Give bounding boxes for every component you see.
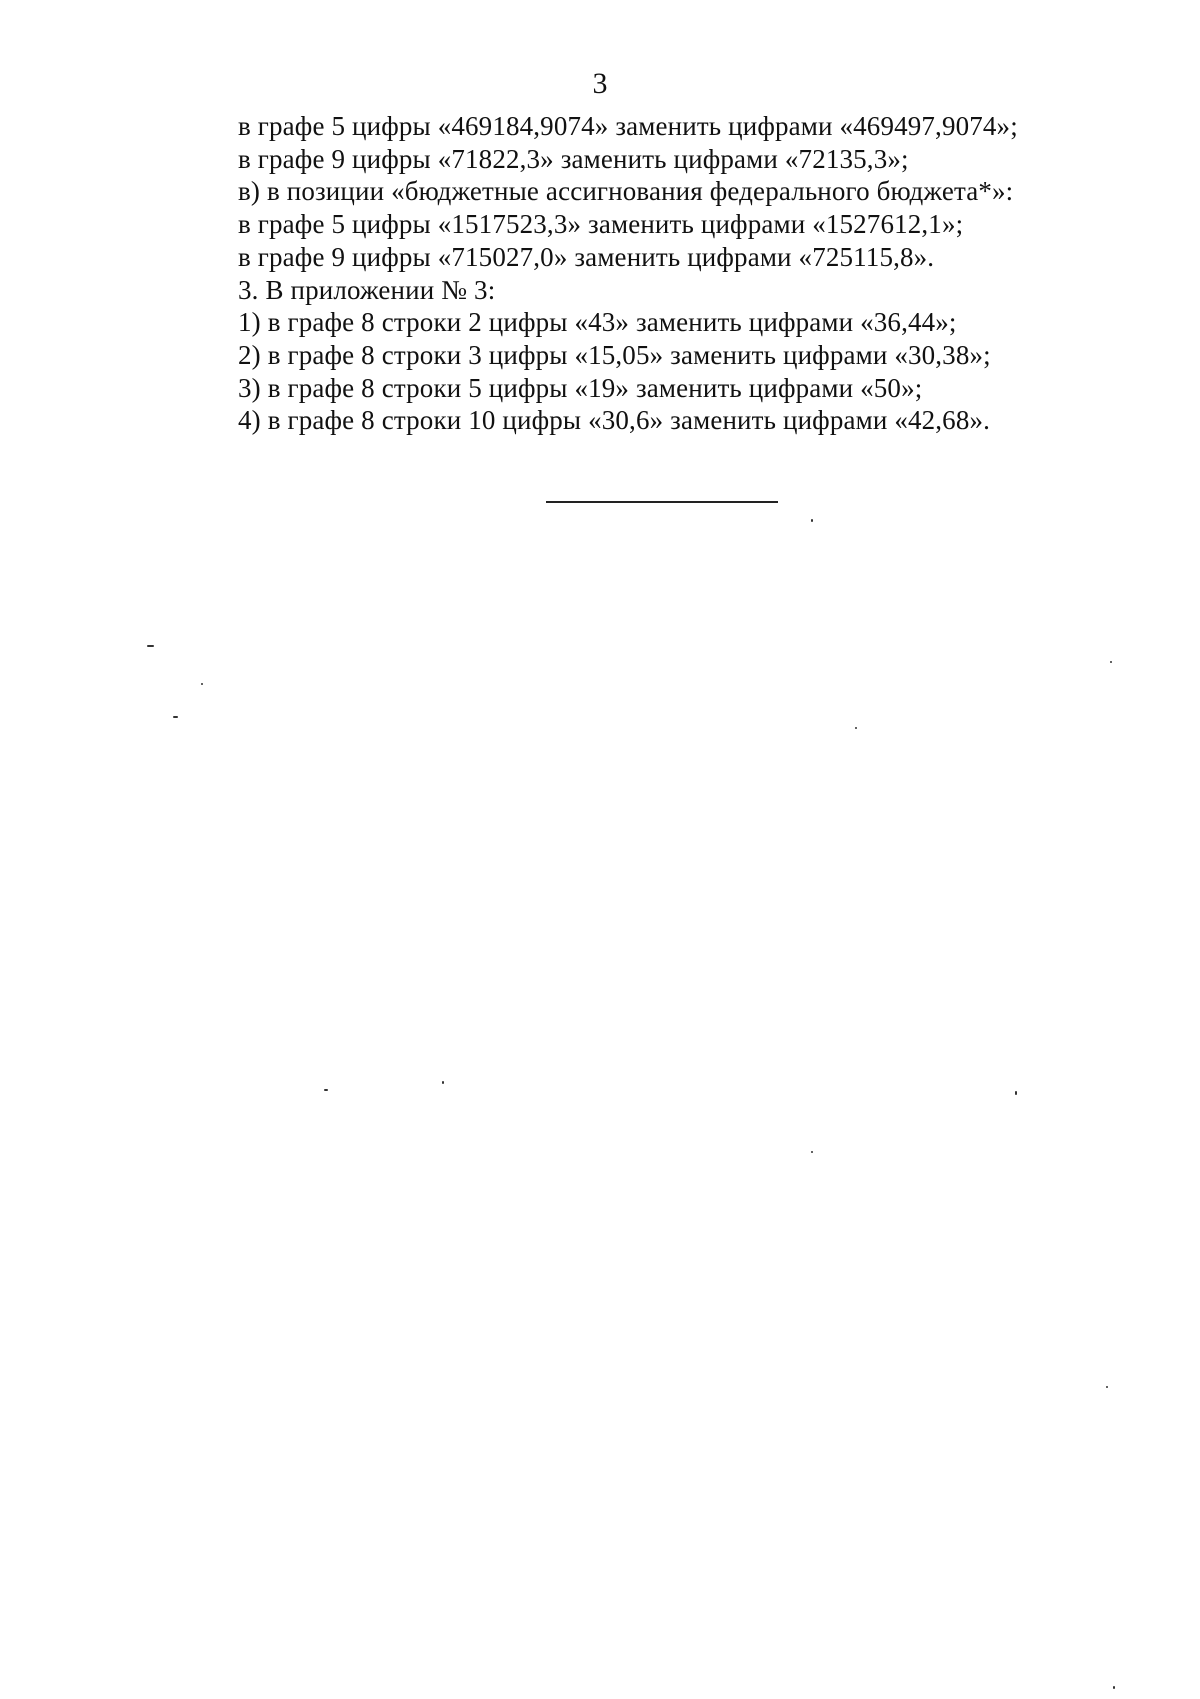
document-body — [238, 110, 1138, 437]
scan-speck — [855, 727, 857, 729]
text-line: 3) в графе 8 строки 5 цифры «19» заменить цифрами «50»; — [238, 372, 923, 403]
scan-speck — [811, 519, 813, 522]
text-line: 4) в графе 8 строки 10 цифры «30,6» заменить цифрами «42,68». — [238, 405, 991, 436]
scan-speck — [201, 683, 203, 685]
scan-speck — [1113, 1686, 1115, 1689]
scan-speck — [1106, 1386, 1108, 1388]
text-line: в графе 9 цифры «715027,0» заменить цифрами «725115,8». — [238, 241, 935, 272]
scan-speck — [324, 1089, 328, 1091]
page-number: 3 — [592, 67, 608, 100]
scan-speck — [811, 1151, 813, 1153]
text-line: в графе 9 цифры «71822,3» заменить цифрами «72135,3»; — [238, 143, 909, 174]
scan-speck — [147, 645, 154, 647]
text-line: 2) в графе 8 строки 3 цифры «15,05» заменить цифрами «30,38»; — [238, 339, 991, 370]
scan-speck — [1110, 661, 1112, 663]
text-line: в) в позиции «бюджетные ассигнования федерального бюджета*»: — [238, 176, 1014, 207]
separator-line — [546, 501, 778, 503]
scan-speck — [173, 716, 178, 718]
text-line: в графе 5 цифры «1517523,3» заменить цифрами «1527612,1»; — [238, 209, 964, 240]
text-line: 1) в графе 8 строки 2 цифры «43» заменить цифрами «36,44»; — [238, 307, 957, 338]
text-line: в графе 5 цифры «469184,9074» заменить цифрами «469497,9074»; — [238, 111, 1018, 141]
scan-speck — [442, 1081, 444, 1084]
scan-speck — [1015, 1091, 1017, 1095]
text-line: 3. В приложении № 3: — [238, 274, 496, 305]
